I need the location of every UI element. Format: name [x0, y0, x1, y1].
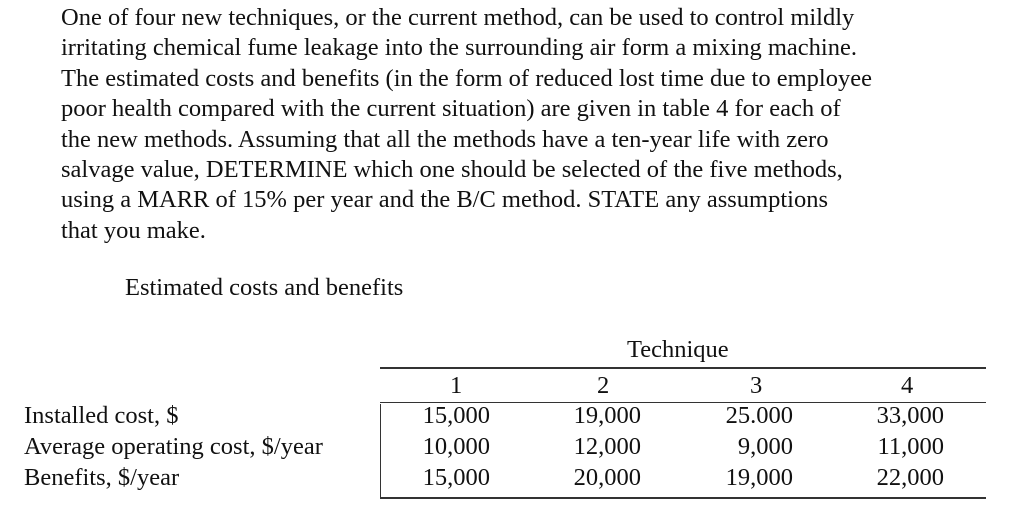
table-cell: 11,000 [877, 433, 944, 460]
table-cell: 15,000 [422, 464, 490, 491]
table-cell: 25.000 [725, 402, 793, 429]
table-bottom-rule [380, 497, 986, 499]
problem-line: using a MARR of 15% per year and the B/C method. STATE any assumptions [61, 186, 828, 214]
problem-line: The estimated costs and benefits (in the form of reduced lost time due to employee [61, 64, 872, 92]
table-cell: 33,000 [876, 402, 944, 429]
table-top-rule [380, 367, 986, 369]
problem-line: One of four new techniques, or the current method, can be used to control mildly [61, 4, 855, 31]
problem-statement [61, 3, 981, 246]
table-cell: 20,000 [573, 464, 641, 491]
row-label-benefits: Benefits, $/year [24, 464, 180, 491]
technique-group-header: Technique [627, 336, 729, 363]
problem-line: the new methods. Assuming that all the methods have a ten-year life with zero [61, 125, 829, 153]
table-cell: 15,000 [422, 402, 490, 429]
column-header-technique-2: 2 [597, 372, 610, 399]
problem-line: that you make. [61, 216, 206, 244]
table-cell: 10,000 [422, 433, 490, 460]
table-cell: 19,000 [725, 464, 793, 491]
table-cell: 22,000 [876, 464, 944, 491]
table-cell: 19,000 [573, 402, 641, 429]
column-header-technique-3: 3 [750, 372, 763, 399]
problem-line: poor health compared with the current situation) are given in table 4 for each of [61, 95, 841, 123]
column-header-technique-4: 4 [901, 372, 914, 399]
column-header-technique-1: 1 [450, 372, 463, 399]
costs-benefits-table [0, 330, 1013, 528]
row-label-installed-cost: Installed cost, $ [24, 402, 179, 429]
table-cell: 9,000 [737, 433, 793, 460]
problem-line: salvage value, DETERMINE which one should be selected of the five methods, [61, 156, 843, 184]
row-label-operating-cost: Average operating cost, $/year [24, 433, 323, 460]
table-cell: 12,000 [573, 433, 641, 460]
problem-line: irritating chemical fume leakage into the surrounding air form a mixing machine. [61, 34, 857, 62]
table-caption: Estimated costs and benefits [125, 274, 404, 301]
